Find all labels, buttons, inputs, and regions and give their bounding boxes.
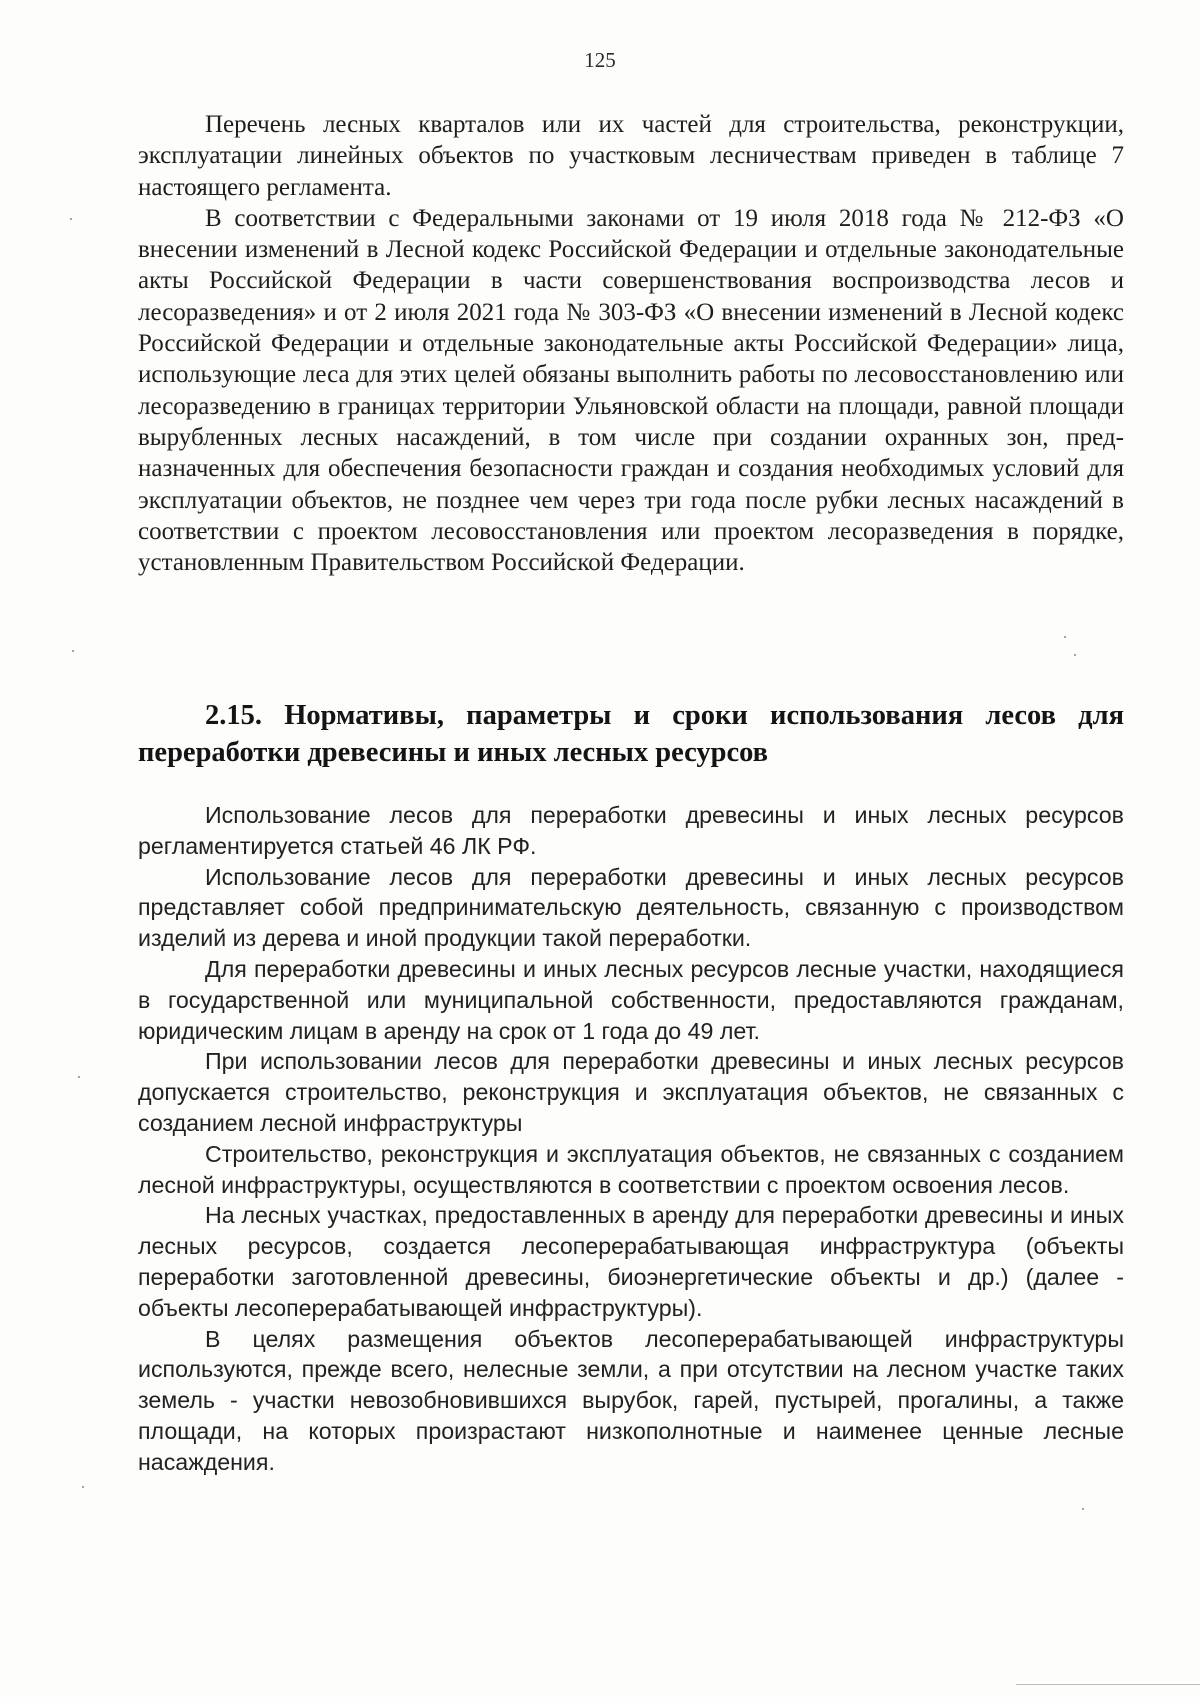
paragraph: При использовании лесов для переработки древесины и иных лесных ресурсов допускается строительство, реконструкция и эксплуатация объектов, не связанных с созданием лесной инфраструктуры — [138, 1048, 1124, 1136]
paragraph: Использование лесов для переработки древесины и иных лесных ресурсов регламентируется статьей 46 ЛК РФ. — [138, 802, 1124, 859]
scan-speck — [1082, 1508, 1084, 1510]
scan-speck — [78, 1076, 80, 1078]
paragraph: Строительство, реконструкция и эксплуатация объектов, не связанных с созданием лесной инфраструктуры, осуществляются в соответствии с проектом освоения лесов. — [138, 1140, 1124, 1198]
paragraph: Перечень лесных кварталов или их частей для строительства, реконструкции, эксплуатации линейных объектов по участковым лесничествам приведен в таблице 7 настоящего регламента. — [138, 111, 1124, 201]
scan-speck — [1064, 636, 1066, 638]
paragraph: На лесных участках, предоставленных в аренду для переработки древесины и иных лесных ресурсов, создается лесоперерабатывающая инфраструктура (объекты переработки заготовленной древесины, биоэнергетические объекты и др.) (далее - объекты лесоперерабатывающей инфраструктуры). — [138, 1202, 1124, 1321]
paragraph: В целях размещения объектов лесоперерабатывающей инфраструктуры используются, прежде всего, нелесные земли, а при отсутствии на лесном участке таких земель - участки невозобновившихся вырубок, гарей, пустырей, прогалины, а также площади, на которых произрастают низкополнотные и наименее ценные лесные насаждения. — [138, 1325, 1124, 1475]
paragraph: Использование лесов для переработки древесины и иных лесных ресурсов представляет собой предпринимательскую деятельность, связанную с производством изделий из дерева и иной продукции такой переработки. — [138, 863, 1124, 952]
section-a-text — [138, 109, 1124, 578]
scan-speck — [1074, 654, 1076, 656]
paragraph: В соответствии с Федеральными законами от 19 июля 2018 года № 212-ФЗ «О внесении изменений в Лесной кодекс Российской Федерации и отдельные законодательные акты Российской Федерации в части совершенствования воспроизводства лесов и лесоразведения» и от 2 июля 2021 года № 303-ФЗ «О внесении изменений в Лесной кодекс Российской Федерации и отдельные законодательные акты Российской Федерации» лица, использующие леса для этих целей обязаны выполнить работы по лесовосстановлению или лесоразведению в границах территории Ульяновской области на площади, равной площади вырубленных лесных насаждений, в том числе при создании охранных зон, предназначенных для обеспечения безопасности граждан и создания необходимых условий для эксплуатации объектов, не позднее чем через три года после рубки лесных насаждений в соответствии с проектом лесовосстановления или проектом лесоразведения в порядке, установленным Правительством Российской Федерации. — [138, 204, 1124, 577]
page-number: 125 — [584, 48, 616, 72]
scan-speck — [82, 1486, 84, 1488]
paragraph: Для переработки древесины и иных лесных ресурсов лесные участки, находящиеся в государственной или муниципальной собственности, предоставляются гражданам, юридическим лицам в аренду на срок от 1 года до 49 лет. — [138, 955, 1124, 1044]
scan-edge-line — [1016, 1684, 1200, 1685]
scan-speck — [70, 218, 72, 220]
section-heading: 2.15. Нормативы, параметры и сроки использования лесов для переработки древесины и иных лесных ресурсов — [138, 700, 1124, 768]
section-b-text — [138, 800, 1124, 1478]
scan-speck — [72, 650, 74, 652]
